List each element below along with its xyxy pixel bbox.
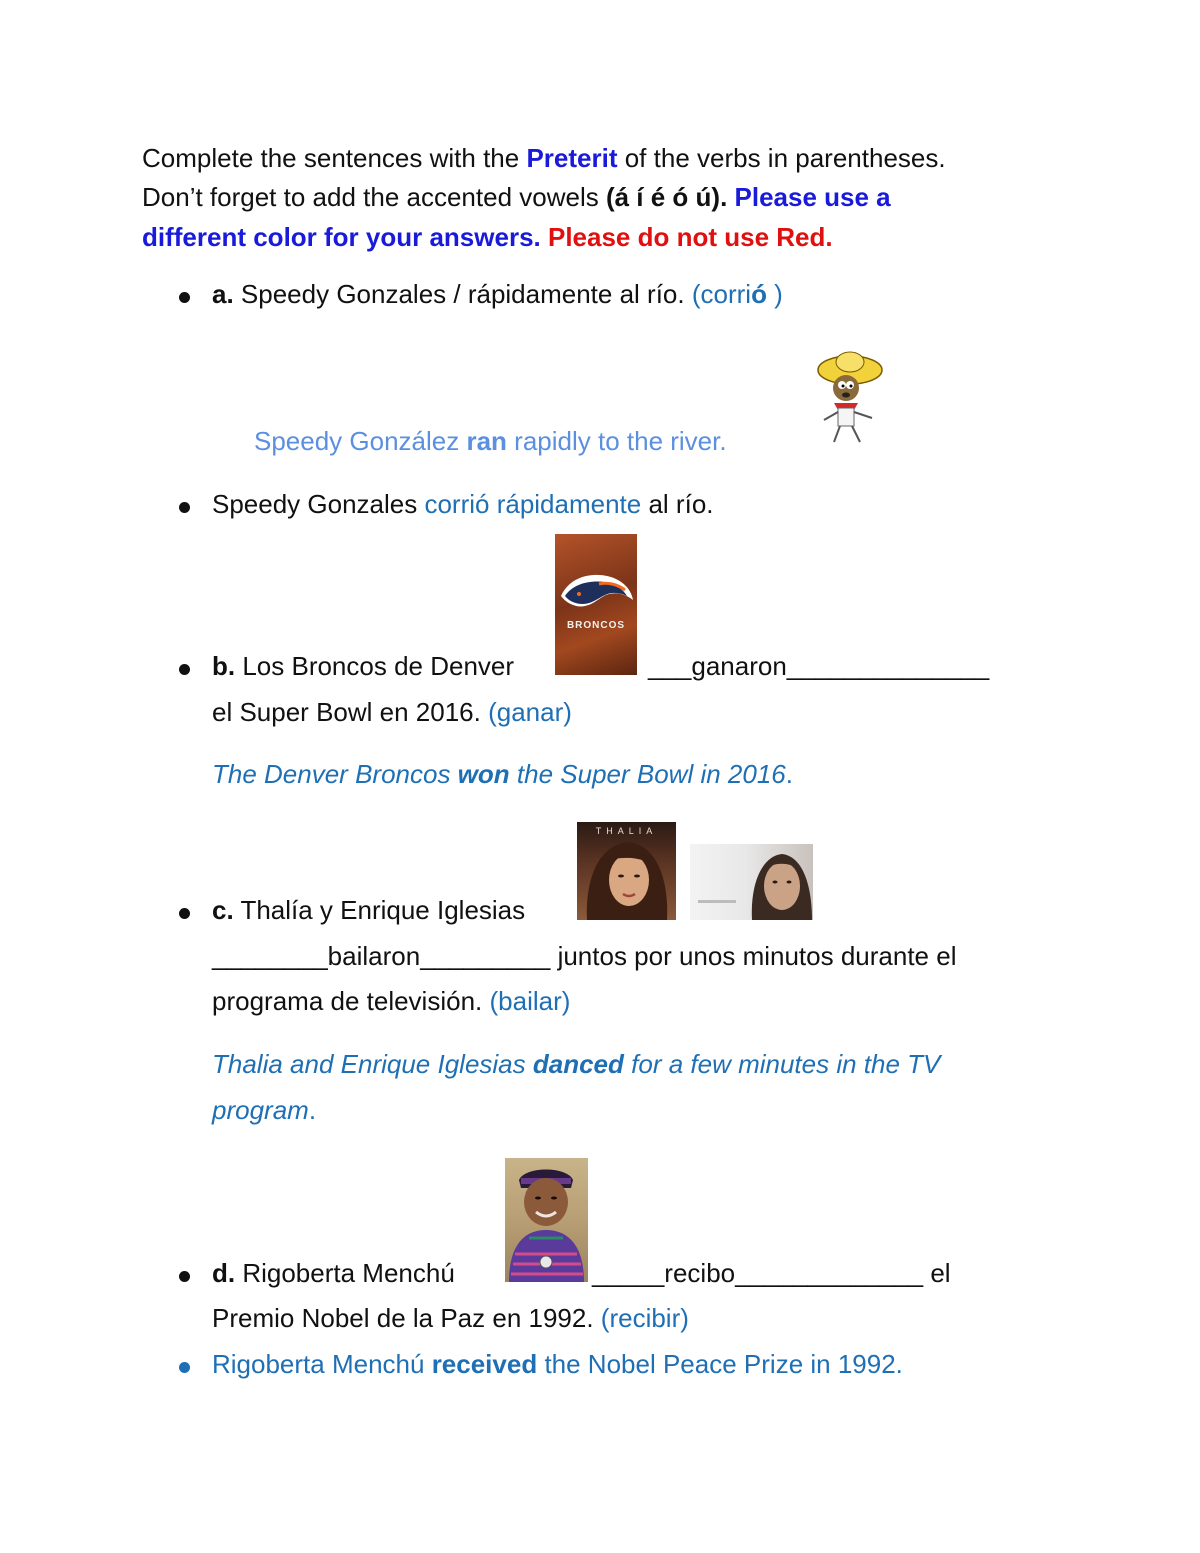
bullet-icon [179, 1271, 190, 1282]
item-text: Thalía y Enrique Iglesias [233, 895, 526, 925]
bullet-icon [179, 664, 190, 675]
bullet-icon [179, 908, 190, 919]
no-red-warning: Please do not use Red. [540, 222, 833, 252]
item-letter: a. [212, 279, 234, 309]
instructions-line-1 [142, 142, 946, 174]
instructions-line-3 [142, 221, 833, 253]
bullet-icon [179, 502, 190, 513]
item-c-question-line-3: programa de televisión. (bailar) [212, 986, 571, 1016]
instructions-text: Complete the sentences with the [142, 143, 527, 173]
item-c-question [212, 894, 525, 926]
please-note-blue: Please use a [727, 182, 891, 212]
instructions-text: of the verbs in parentheses. [617, 143, 946, 173]
item-text: Los Broncos de Denver [235, 651, 515, 681]
broncos-logo-text: BRONCOS [566, 620, 626, 631]
verb-hint: (corrió ) [691, 279, 783, 309]
item-a-answer: Speedy Gonzales corrió rápidamente al río. [212, 489, 714, 519]
preterit-highlight: Preterit [526, 143, 618, 173]
item-d-answer-blank: _____recibo_____________ el [592, 1258, 951, 1288]
broncos-logo-image [555, 534, 637, 675]
item-letter: d. [212, 1258, 236, 1288]
thalia-album-text: THALIA [595, 826, 658, 836]
instructions-line-2 [142, 181, 891, 213]
item-c-question-line-2: ________bailaron_________ juntos por unos minutos durante el [212, 941, 957, 971]
item-c-translation-line-2: program. [212, 1095, 317, 1125]
rigoberta-menchu-image [505, 1158, 588, 1282]
verb-hint: (recibir) [600, 1303, 689, 1333]
verb-hint: (ganar) [488, 697, 572, 727]
item-b-answer-blank: ___ganaron______________ [648, 651, 990, 681]
thalia-album-image [577, 822, 676, 920]
item-letter: b. [212, 651, 236, 681]
item-d-answer: Rigoberta Menchú received the Nobel Peace Prize in 1992. [212, 1349, 903, 1379]
enrique-iglesias-image [690, 844, 813, 920]
bullet-icon [179, 292, 190, 303]
item-a-translation: Speedy González ran rapidly to the river. [254, 426, 727, 456]
item-text: Rigoberta Menchú [235, 1258, 455, 1288]
item-c-translation: Thalia and Enrique Iglesias danced for a few minutes in the TV [212, 1049, 941, 1079]
instructions-text: Don’t forget to add the accented vowels [142, 182, 606, 212]
item-text: Speedy Gonzales / rápidamente al río. [233, 279, 692, 309]
item-d-question-line-2: Premio Nobel de la Paz en 1992. (recibir) [212, 1303, 689, 1333]
item-d-question [212, 1257, 455, 1289]
accented-vowels: (á í é ó ú). [605, 182, 728, 212]
item-letter: c. [212, 895, 234, 925]
bullet-icon [179, 1362, 190, 1373]
item-b-question-line-2: el Super Bowl en 2016. (ganar) [212, 697, 572, 727]
item-b-question [212, 650, 514, 682]
answer-highlight: corrió rápidamente [424, 489, 642, 519]
item-b-translation: The Denver Broncos won the Super Bowl in 2016. [212, 759, 793, 789]
verb-hint: (bailar) [489, 986, 571, 1016]
item-a-question [212, 278, 783, 310]
item-c-answer-blank: ________bailaron_________ [212, 941, 551, 971]
please-note-blue: different color for your answers. [142, 222, 541, 252]
speedy-gonzales-image [810, 348, 888, 446]
